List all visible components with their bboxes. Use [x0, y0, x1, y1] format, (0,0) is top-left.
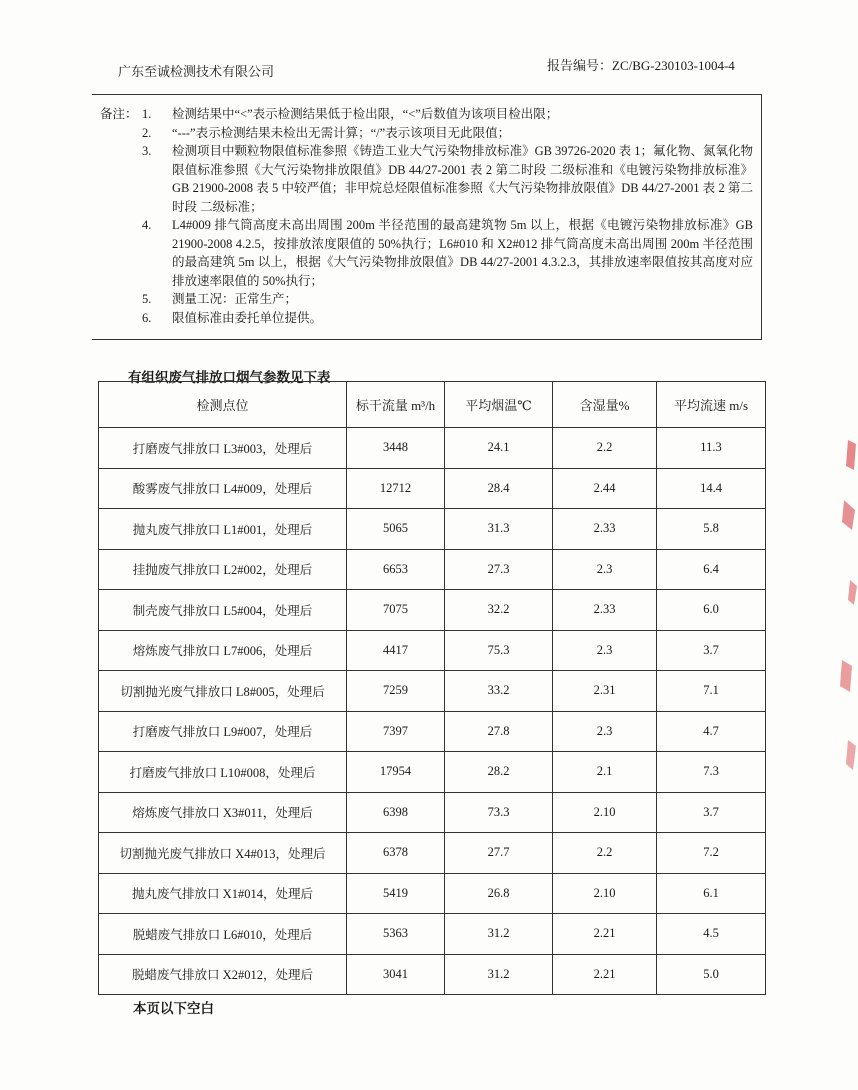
table-body: [99, 428, 766, 995]
table-row: [99, 549, 766, 590]
note-item: [142, 124, 753, 143]
table-header-row: [99, 382, 766, 428]
monitoring-point-cell: 抛丸废气排放口 X1#014，处理后: [99, 873, 347, 914]
value-cell: 33.2: [445, 671, 553, 712]
note-text: 检测结果中“<”表示检测结果低于检出限，“<”后数值为该项目检出限；: [172, 107, 559, 121]
value-cell: 6.0: [657, 590, 766, 631]
value-cell: 28.2: [445, 752, 553, 793]
note-text: 测量工况：正常生产；: [172, 292, 298, 306]
value-cell: 2.2: [553, 833, 657, 874]
value-cell: 32.2: [445, 590, 553, 631]
table-row: [99, 752, 766, 793]
value-cell: 5065: [347, 509, 445, 550]
value-cell: 5419: [347, 873, 445, 914]
table-caption: 有组织废气排放口烟气参数见下表: [128, 370, 331, 385]
column-header: 检测点位: [99, 382, 347, 428]
value-cell: 3.7: [657, 792, 766, 833]
monitoring-point-cell: 抛丸废气排放口 L1#001，处理后: [99, 509, 347, 550]
value-cell: 2.10: [553, 792, 657, 833]
table-row: [99, 509, 766, 550]
note-text: L4#009 排气筒高度未高出周围 200m 半径范围的最高建筑物 5m 以上，根据《电镀污染物排放标准》GB 21900-2008 4.2.5，按排放浓度限值的 50%执行；L6#010 和 X2#012 排气筒高度未高出周围 200m 半径范围的最高建筑 5m 以上，根据《大气污染物排放限值》DB 44/27-2001 4.3.2.3，其排放速率限值按其高度对应排放速率限值的 50%执行；: [172, 218, 753, 288]
value-cell: 3.7: [657, 630, 766, 671]
value-cell: 28.4: [445, 468, 553, 509]
value-cell: 2.31: [553, 671, 657, 712]
value-cell: 2.3: [553, 630, 657, 671]
table-row: [99, 914, 766, 955]
value-cell: 14.4: [657, 468, 766, 509]
note-item: [142, 309, 753, 328]
notes-title: 备注：: [100, 107, 138, 121]
value-cell: 4.7: [657, 711, 766, 752]
note-item: [142, 290, 753, 309]
column-header: 平均烟温℃: [445, 382, 553, 428]
notes-box: [92, 94, 762, 340]
value-cell: 24.1: [445, 428, 553, 469]
value-cell: 31.2: [445, 914, 553, 955]
value-cell: 4.5: [657, 914, 766, 955]
monitoring-point-cell: 切割抛光废气排放口 X4#013，处理后: [99, 833, 347, 874]
table-row: [99, 590, 766, 631]
value-cell: 73.3: [445, 792, 553, 833]
value-cell: 17954: [347, 752, 445, 793]
notes-list: [142, 105, 753, 327]
report-number: 报告编号：ZC/BG-230103-1004-4: [547, 58, 735, 73]
table-row: [99, 711, 766, 752]
monitoring-point-cell: 挂抛废气排放口 L2#002，处理后: [99, 549, 347, 590]
value-cell: 2.33: [553, 590, 657, 631]
table-row: [99, 671, 766, 712]
table-row: [99, 468, 766, 509]
value-cell: 11.3: [657, 428, 766, 469]
monitoring-point-cell: 打磨废气排放口 L10#008，处理后: [99, 752, 347, 793]
value-cell: 5.8: [657, 509, 766, 550]
value-cell: 2.10: [553, 873, 657, 914]
value-cell: 2.3: [553, 711, 657, 752]
value-cell: 2.3: [553, 549, 657, 590]
column-header: 含湿量%: [553, 382, 657, 428]
note-item: [142, 142, 753, 216]
value-cell: 75.3: [445, 630, 553, 671]
note-number: 1.: [142, 107, 152, 121]
table-row: [99, 792, 766, 833]
value-cell: 6398: [347, 792, 445, 833]
value-cell: 31.3: [445, 509, 553, 550]
monitoring-point-cell: 熔炼废气排放口 X3#011，处理后: [99, 792, 347, 833]
value-cell: 6.4: [657, 549, 766, 590]
value-cell: 2.2: [553, 428, 657, 469]
value-cell: 27.8: [445, 711, 553, 752]
table-row: [99, 428, 766, 469]
value-cell: 27.3: [445, 549, 553, 590]
value-cell: 26.8: [445, 873, 553, 914]
note-item: [142, 216, 753, 290]
monitoring-point-cell: 脱蜡废气排放口 L6#010，处理后: [99, 914, 347, 955]
table-row: [99, 630, 766, 671]
value-cell: 2.44: [553, 468, 657, 509]
note-text: “---”表示检测结果未检出无需计算；“/”表示该项目无此限值；: [172, 125, 511, 140]
value-cell: 27.7: [445, 833, 553, 874]
column-header: 平均流速 m/s: [657, 382, 766, 428]
note-text: 限值标准由委托单位提供。: [172, 310, 323, 325]
value-cell: 2.33: [553, 509, 657, 550]
note-number: 6.: [142, 310, 152, 325]
red-seal-stamp-edge: [826, 430, 858, 790]
note-text: 检测项目中颗粒物限值标准参照《铸造工业大气污染物排放标准》GB 39726-2020 表 1；氟化物、氮氧化物限值标准参照《大气污染物排放限值》DB 44/27-2001 表 2 第二时段 二级标准和《电镀污染物排放标准》GB 21900-2008 表 5 中较严值；非甲烷总烃限值标准参照《大气污染物排放限值》DB 44/27-2001 表 2 第二时段 二级标准；: [172, 144, 753, 214]
note-number: 4.: [142, 218, 152, 232]
monitoring-point-cell: 打磨废气排放口 L3#003，处理后: [99, 428, 347, 469]
value-cell: 6378: [347, 833, 445, 874]
value-cell: 6653: [347, 549, 445, 590]
monitoring-point-cell: 打磨废气排放口 L9#007，处理后: [99, 711, 347, 752]
value-cell: 6.1: [657, 873, 766, 914]
value-cell: 31.2: [445, 954, 553, 995]
value-cell: 2.21: [553, 954, 657, 995]
company-name: 广东至诚检测技术有限公司: [118, 64, 275, 79]
monitoring-point-cell: 脱蜡废气排放口 X2#012，处理后: [99, 954, 347, 995]
table-row: [99, 873, 766, 914]
table-row: [99, 954, 766, 995]
monitoring-point-cell: 酸雾废气排放口 L4#009，处理后: [99, 468, 347, 509]
value-cell: 7.1: [657, 671, 766, 712]
value-cell: 7.2: [657, 833, 766, 874]
flue-gas-parameters-table: [98, 381, 766, 995]
value-cell: 2.21: [553, 914, 657, 955]
note-item: [142, 105, 753, 124]
value-cell: 4417: [347, 630, 445, 671]
monitoring-point-cell: 熔炼废气排放口 L7#006，处理后: [99, 630, 347, 671]
note-number: 2.: [142, 125, 152, 140]
value-cell: 7075: [347, 590, 445, 631]
value-cell: 7.3: [657, 752, 766, 793]
value-cell: 5.0: [657, 954, 766, 995]
column-header: 标干流量 m³/h: [347, 382, 445, 428]
monitoring-point-cell: 制壳废气排放口 L5#004，处理后: [99, 590, 347, 631]
note-number: 5.: [142, 292, 152, 306]
value-cell: 7259: [347, 671, 445, 712]
value-cell: 5363: [347, 914, 445, 955]
value-cell: 3041: [347, 954, 445, 995]
monitoring-point-cell: 切割抛光废气排放口 L8#005，处理后: [99, 671, 347, 712]
note-number: 3.: [142, 144, 152, 158]
blank-below-note: 本页以下空白: [133, 1001, 214, 1016]
value-cell: 3448: [347, 428, 445, 469]
table-row: [99, 833, 766, 874]
value-cell: 2.1: [553, 752, 657, 793]
value-cell: 12712: [347, 468, 445, 509]
value-cell: 7397: [347, 711, 445, 752]
